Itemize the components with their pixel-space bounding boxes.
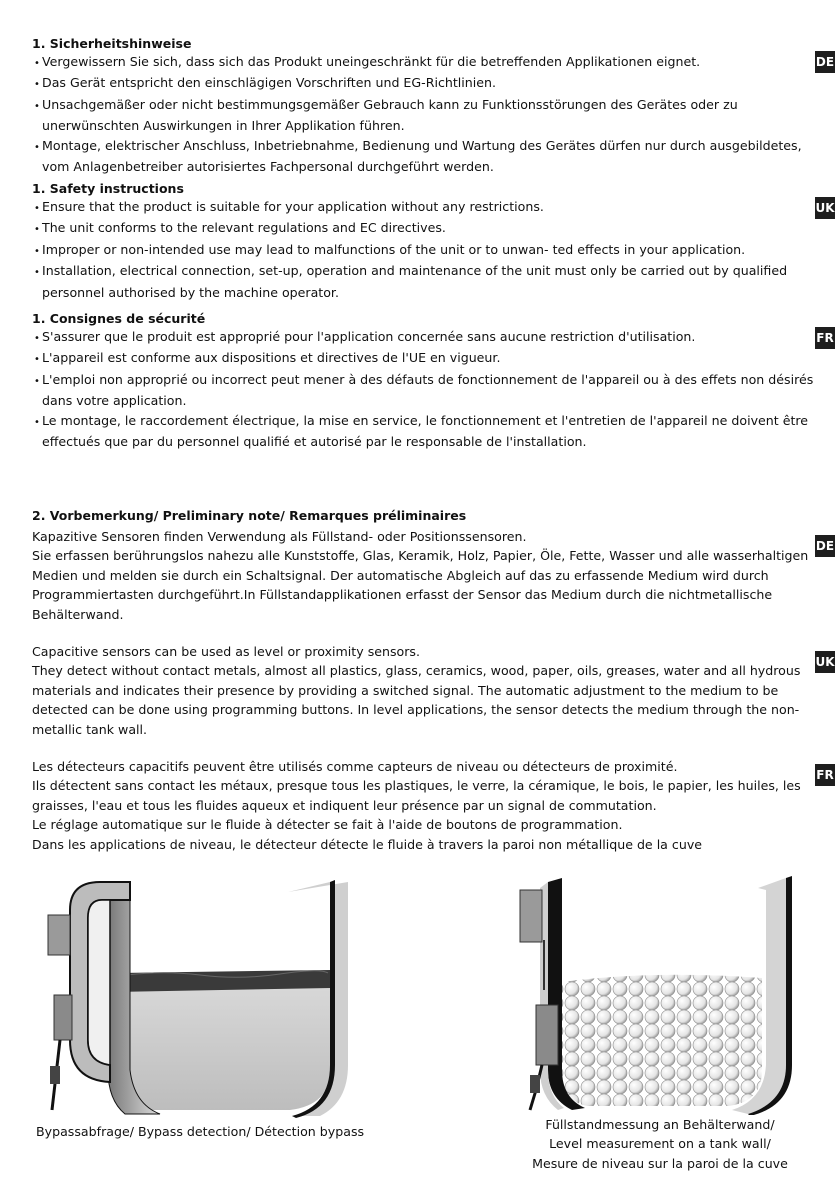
tank-wall-illustration: [500, 870, 820, 1115]
list-item: • L'appareil est conforme aux dispositions et directives de l'UE en vigueur.: [32, 348, 822, 369]
list-item: • The unit conforms to the relevant regulations and EC directives.: [32, 218, 822, 239]
language-badge-de: DE: [815, 51, 835, 73]
list-item: • L'emploi non approprié ou incorrect peut mener à des défauts de fonctionnement de l'appareil ou à des effets non désirés dans votre application.: [32, 370, 822, 411]
safety-heading-de: 1. Sicherheitshinweise: [32, 36, 192, 51]
list-item: • Le montage, le raccordement électrique, la mise en service, le fonctionnement et l'entretien de l'appareil ne doivent être effectués que par du personnel qualifié et autorisé par le responsable de l'installation.: [32, 411, 822, 452]
preliminary-text-de: Kapazitive Sensoren finden Verwendung als Füllstand- oder Positionssensoren. Sie erfassen berührungslos nahezu alle Kunststoffe, Glas, Keramik, Holz, Papier, Öle, Fette, Wasser und alle wasserhaltigen Medien und melden sie durch ein Schaltsignal. Der automatische Abgleich auf das zu erfassende Medium wird durch Programmiertasten durchgeführt.In Füllstandapplikationen erfasst der Sensor das Medium durch die nichtmetallische Behälterwand.: [32, 529, 809, 622]
safety-list-de: [32, 52, 822, 176]
tank-wall-caption-text: Füllstandmessung an Behälterwand/ Level measurement on a tank wall/ Mesure de niveau sur la paroi de la cuve: [532, 1117, 788, 1171]
bypass-caption: Bypassabfrage/ Bypass detection/ Détection bypass: [36, 1124, 365, 1139]
list-item: • Installation, electrical connection, set-up, operation and maintenance of the unit must only be carried out by qualified personnel authorised by the machine operator.: [32, 261, 822, 302]
safety-section-de: [32, 35, 822, 176]
preliminary-text-uk-block: [32, 642, 822, 739]
list-item: • Das Gerät entspricht den einschlägigen Vorschriften und EG-Richtlinien.: [32, 73, 822, 94]
language-badge-fr-2: FR: [815, 764, 835, 786]
list-item: • Ensure that the product is suitable for your application without any restrictions.: [32, 197, 822, 218]
language-badge-de-2: DE: [815, 535, 835, 557]
preliminary-text-fr: Les détecteurs capacitifs peuvent être utilisés comme capteurs de niveau ou détecteurs de proximité. Ils détectent sans contact les métaux, presque tous les plastiques, le verre, la céramique, le bois, le papier, les huiles, les graisses, l'eau et tous les fluides aqueux et indiquent leur présence par un signal de commutation. Le réglage automatique sur le fluide à détecter se fait à l'aide de boutons de programmation. Dans les applications de niveau, le détecteur détecte le fluide à travers la paroi non métallique de la cuve: [32, 759, 801, 852]
preliminary-text-fr-block: [32, 757, 822, 854]
safety-list-uk: [32, 197, 822, 302]
list-item: • Vergewissern Sie sich, dass sich das Produkt uneingeschränkt für die betreffenden Applikationen eignet.: [32, 52, 822, 73]
tank-wall-caption: [510, 1115, 810, 1173]
safety-list-fr: [32, 327, 822, 451]
language-badge-uk: UK: [815, 197, 835, 219]
preliminary-text-de-block: [32, 527, 822, 624]
language-badge-uk-2: UK: [815, 651, 835, 673]
preliminary-heading: 2. Vorbemerkung/ Preliminary note/ Remarques préliminaires: [32, 508, 467, 523]
list-item: • Montage, elektrischer Anschluss, Inbetriebnahme, Bedienung und Wartung des Gerätes dürfen nur durch ausgebildetes, vom Anlagenbetreiber autorisiertes Fachpersonal durchgeführt werden.: [32, 136, 822, 177]
bypass-detection-illustration: [30, 870, 370, 1120]
preliminary-text-uk: Capacitive sensors can be used as level or proximity sensors. They detect without contact metals, almost all plastics, glass, ceramics, wood, paper, oils, greases, water and all hydrous materials and indicates their presence by providing a switched signal. The automatic adjustment to the medium to be detected can be done using programming buttons. In level applications, the sensor detects the medium through the non-metallic tank wall.: [32, 644, 801, 737]
preliminary-section: [32, 507, 822, 524]
list-item: • S'assurer que le produit est approprié pour l'application concernée sans aucune restriction d'utilisation.: [32, 327, 822, 348]
safety-heading-fr: 1. Consignes de sécurité: [32, 311, 206, 326]
language-badge-fr: FR: [815, 327, 835, 349]
safety-section-fr: [32, 310, 822, 451]
safety-section-uk: [32, 180, 822, 302]
list-item: • Improper or non-intended use may lead to malfunctions of the unit or to unwan- ted effects in your application.: [32, 240, 822, 261]
safety-heading-uk: 1. Safety instructions: [32, 181, 184, 196]
list-item: • Unsachgemäßer oder nicht bestimmungsgemäßer Gebrauch kann zu Funktionsstörungen des Gerätes oder zu unerwünschten Auswirkungen in Ihrer Applikation führen.: [32, 95, 822, 136]
